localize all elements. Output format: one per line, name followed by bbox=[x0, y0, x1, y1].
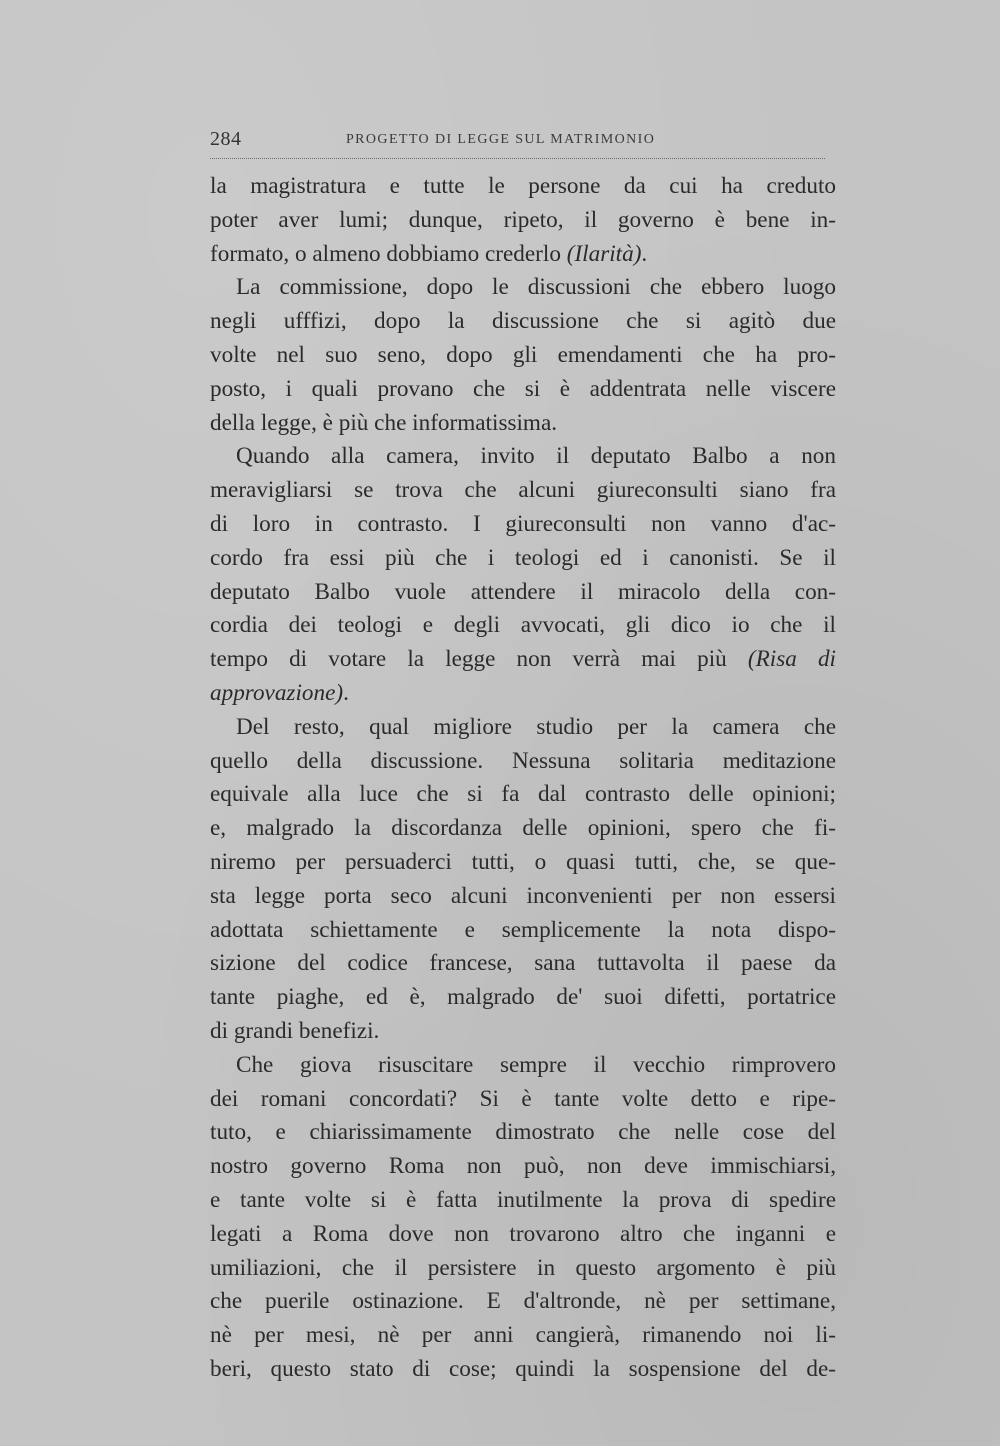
text-line: che puerile ostinazione. E d'altronde, nè per settimane, bbox=[210, 1288, 836, 1315]
text-line: e tante volte si è fatta inutilmente la prova di spedire bbox=[210, 1186, 836, 1213]
stage-direction: (Risa di bbox=[747, 646, 836, 673]
text-line: legati a Roma dove non trovarono altro che inganni e bbox=[210, 1220, 836, 1247]
text-line: tempo di votare la legge non verrà mai più (Risa di bbox=[210, 646, 836, 673]
text-line: di loro in contrasto. I giureconsulti non vanno d'ac- bbox=[210, 510, 836, 537]
text-line: niremo per persuaderci tutti, o quasi tutti, che, se que- bbox=[210, 848, 836, 875]
text-line: Del resto, qual migliore studio per la camera che bbox=[236, 713, 836, 740]
text-line: tuto, e chiarissimamente dimostrato che nelle cose del bbox=[210, 1119, 836, 1146]
text-line: poter aver lumi; dunque, ripeto, il governo è bene in- bbox=[210, 206, 836, 233]
page-number: 284 bbox=[210, 128, 242, 150]
text-line: formato, o almeno dobbiamo crederlo (Ilarità). bbox=[210, 240, 648, 267]
text-line: equivale alla luce che si fa dal contrasto delle opinioni; bbox=[210, 781, 836, 808]
text-line: deputato Balbo vuole attendere il miracolo della con- bbox=[210, 578, 836, 605]
text-line: e, malgrado la discordanza delle opinioni, spero che fi- bbox=[210, 815, 836, 842]
text-line: sta legge porta seco alcuni inconvenienti per non essersi bbox=[210, 882, 836, 909]
text-line: La commissione, dopo le discussioni che ebbero luogo bbox=[236, 274, 836, 301]
text-line: nostro governo Roma non può, non deve immischiarsi, bbox=[210, 1153, 836, 1180]
text-line: adottata schiettamente e semplicemente la nota dispo- bbox=[210, 916, 836, 943]
text-line: sizione del codice francese, sana tuttavolta il paese da bbox=[210, 950, 836, 977]
text-line: negli ufffizi, dopo la discussione che si agitò due bbox=[210, 308, 836, 335]
text-line: posto, i quali provano che si è addentrata nelle viscere bbox=[210, 375, 836, 402]
body-text bbox=[210, 170, 836, 1387]
text-line: approvazione). bbox=[210, 679, 349, 706]
running-head bbox=[210, 128, 825, 159]
stage-direction: (Ilarità) bbox=[566, 240, 642, 267]
text-line: Quando alla camera, invito il deputato Balbo a non bbox=[236, 443, 836, 470]
text-line: nè per mesi, nè per anni cangierà, rimanendo noi li- bbox=[210, 1322, 836, 1349]
text-line: meravigliarsi se trova che alcuni giureconsulti siano fra bbox=[210, 477, 836, 504]
text-line: umiliazioni, che il persistere in questo argomento è più bbox=[210, 1254, 836, 1281]
running-title: PROGETTO DI LEGGE SUL MATRIMONIO bbox=[346, 132, 656, 147]
text-line: dei romani concordati? Si è tante volte detto e ripe- bbox=[210, 1085, 836, 1112]
text-line: di grandi benefizi. bbox=[210, 1017, 380, 1044]
text-line: la magistratura e tutte le persone da cui ha creduto bbox=[210, 173, 836, 199]
text-line: cordia dei teologi e degli avvocati, gli dico io che il bbox=[210, 612, 836, 639]
text-line: volte nel suo seno, dopo gli emendamenti che ha pro- bbox=[210, 341, 836, 368]
text-line: Che giova risuscitare sempre il vecchio rimprovero bbox=[236, 1051, 836, 1078]
text-line: tante piaghe, ed è, malgrado de' suoi difetti, portatrice bbox=[210, 984, 836, 1011]
text-line: della legge, è più che informatissima. bbox=[210, 409, 558, 436]
text-line: beri, questo stato di cose; quindi la sospensione del de- bbox=[210, 1355, 836, 1382]
text-line: quello della discussione. Nessuna solitaria meditazione bbox=[210, 747, 836, 774]
text-line: cordo fra essi più che i teologi ed i canonisti. Se il bbox=[210, 544, 836, 571]
stage-direction: approvazione) bbox=[210, 679, 344, 706]
